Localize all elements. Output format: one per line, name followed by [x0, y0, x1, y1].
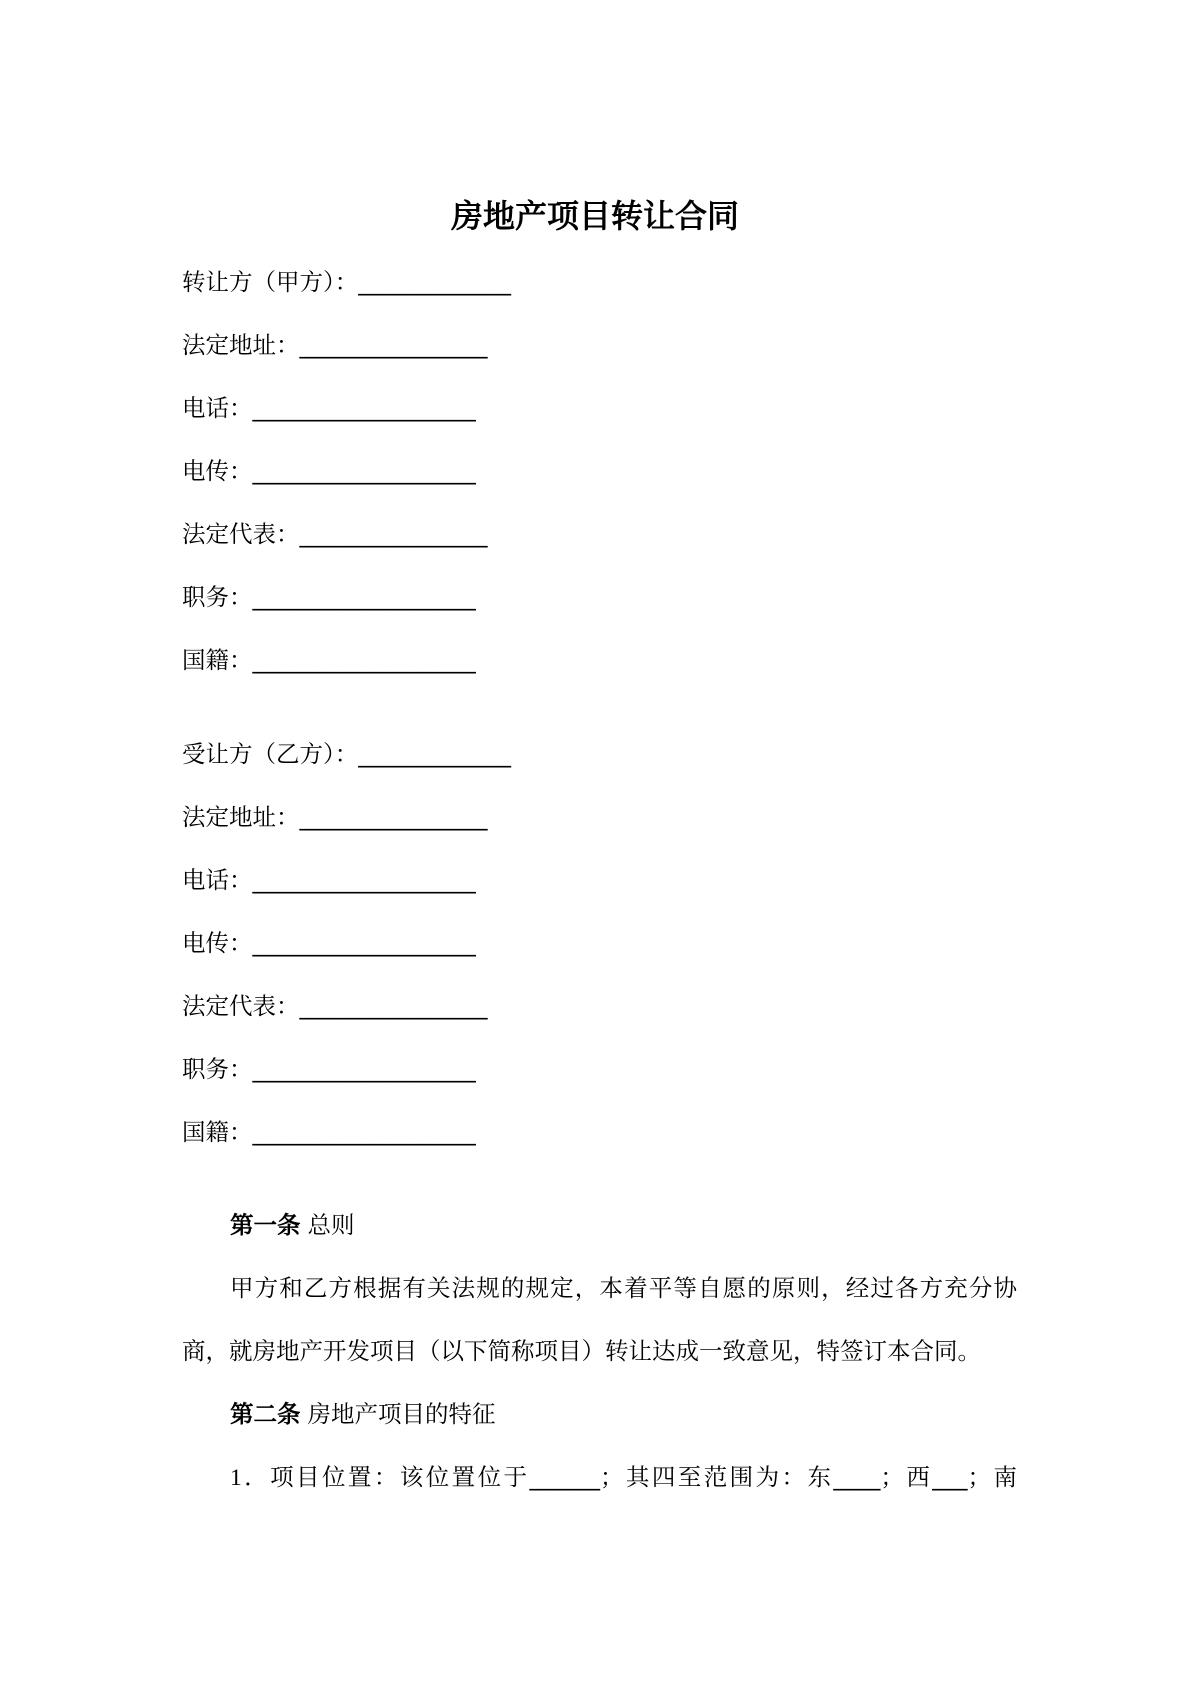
transferor-phone-line [182, 377, 1017, 440]
transferor-fax-label: 电传： [182, 457, 253, 485]
article-2-item-1-text: 项目位置：该位置位于______；其四至范围为：东____；西___；南 [270, 1463, 1017, 1491]
article-2-title: 房地产项目的特征 [307, 1400, 496, 1428]
transferor-phone-label: 电话： [182, 394, 253, 422]
transferor-nationality-line [182, 629, 1017, 692]
transferee-position-blank: ___________________ [252, 1055, 476, 1083]
transferor-legal-rep-line [182, 503, 1017, 566]
transferor-position-label: 职务： [182, 583, 253, 611]
document-title: 房地产项目转让合同 [450, 197, 739, 235]
transferor-address-blank: ________________ [299, 331, 488, 359]
transferee-legal-rep-line [182, 975, 1017, 1038]
transferee-legal-rep-blank: ________________ [299, 992, 488, 1020]
transferor-fax-blank: ___________________ [252, 457, 476, 485]
transferor-heading-line [182, 251, 1017, 314]
transferor-nationality-blank: ___________________ [252, 646, 476, 674]
article-2-item-1 [182, 1446, 1017, 1509]
transferee-nationality-blank: ___________________ [252, 1118, 476, 1146]
transferee-legal-rep-label: 法定代表： [182, 992, 300, 1020]
transferee-fax-line [182, 912, 1017, 975]
transferor-position-blank: ___________________ [252, 583, 476, 611]
transferor-legal-rep-label: 法定代表： [182, 520, 300, 548]
transferee-position-line [182, 1038, 1017, 1101]
article-1-paragraph-line: 甲方和乙方根据有关法规的规定，本着平等自愿的原则，经过各方充分协 [230, 1274, 1017, 1302]
transferee-nationality-label: 国籍： [182, 1118, 253, 1146]
transferee-address-line [182, 786, 1017, 849]
transferee-phone-label: 电话： [182, 866, 253, 894]
transferee-phone-blank: ___________________ [252, 866, 476, 894]
articles-section [182, 1194, 1017, 1509]
transferor-legal-rep-blank: ________________ [299, 520, 488, 548]
transferor-heading-label: 转让方（甲方）： [182, 268, 359, 296]
article-1-title: 总则 [307, 1211, 355, 1239]
transferee-section [182, 723, 1017, 1164]
transferee-position-label: 职务： [182, 1055, 253, 1083]
article-2-number: 第二条 [230, 1400, 301, 1428]
transferee-phone-line [182, 849, 1017, 912]
transferor-position-line [182, 566, 1017, 629]
article-2-item-1-number: 1． [230, 1465, 271, 1491]
transferee-heading-label: 受让方（乙方）： [182, 740, 359, 768]
article-1-heading [182, 1194, 1017, 1257]
transferee-name-blank: _____________ [358, 740, 511, 768]
transferor-fax-line [182, 440, 1017, 503]
transferor-section [182, 251, 1017, 692]
transferee-address-label: 法定地址： [182, 803, 300, 831]
article-2-heading [182, 1383, 1017, 1446]
transferee-nationality-line [182, 1101, 1017, 1164]
transferee-fax-blank: ___________________ [252, 929, 476, 957]
transferor-nationality-label: 国籍： [182, 646, 253, 674]
transferor-name-blank: _____________ [358, 268, 511, 296]
transferee-heading-line [182, 723, 1017, 786]
transferee-address-blank: ________________ [299, 803, 488, 831]
transferee-fax-label: 电传： [182, 929, 253, 957]
article-1-number: 第一条 [230, 1211, 301, 1239]
article-1-paragraph-line: 商，就房地产开发项目（以下简称项目）转让达成一致意见，特签订本合同。 [182, 1337, 981, 1365]
transferor-address-label: 法定地址： [182, 331, 300, 359]
transferor-address-line [182, 314, 1017, 377]
transferor-phone-blank: ___________________ [252, 394, 476, 422]
